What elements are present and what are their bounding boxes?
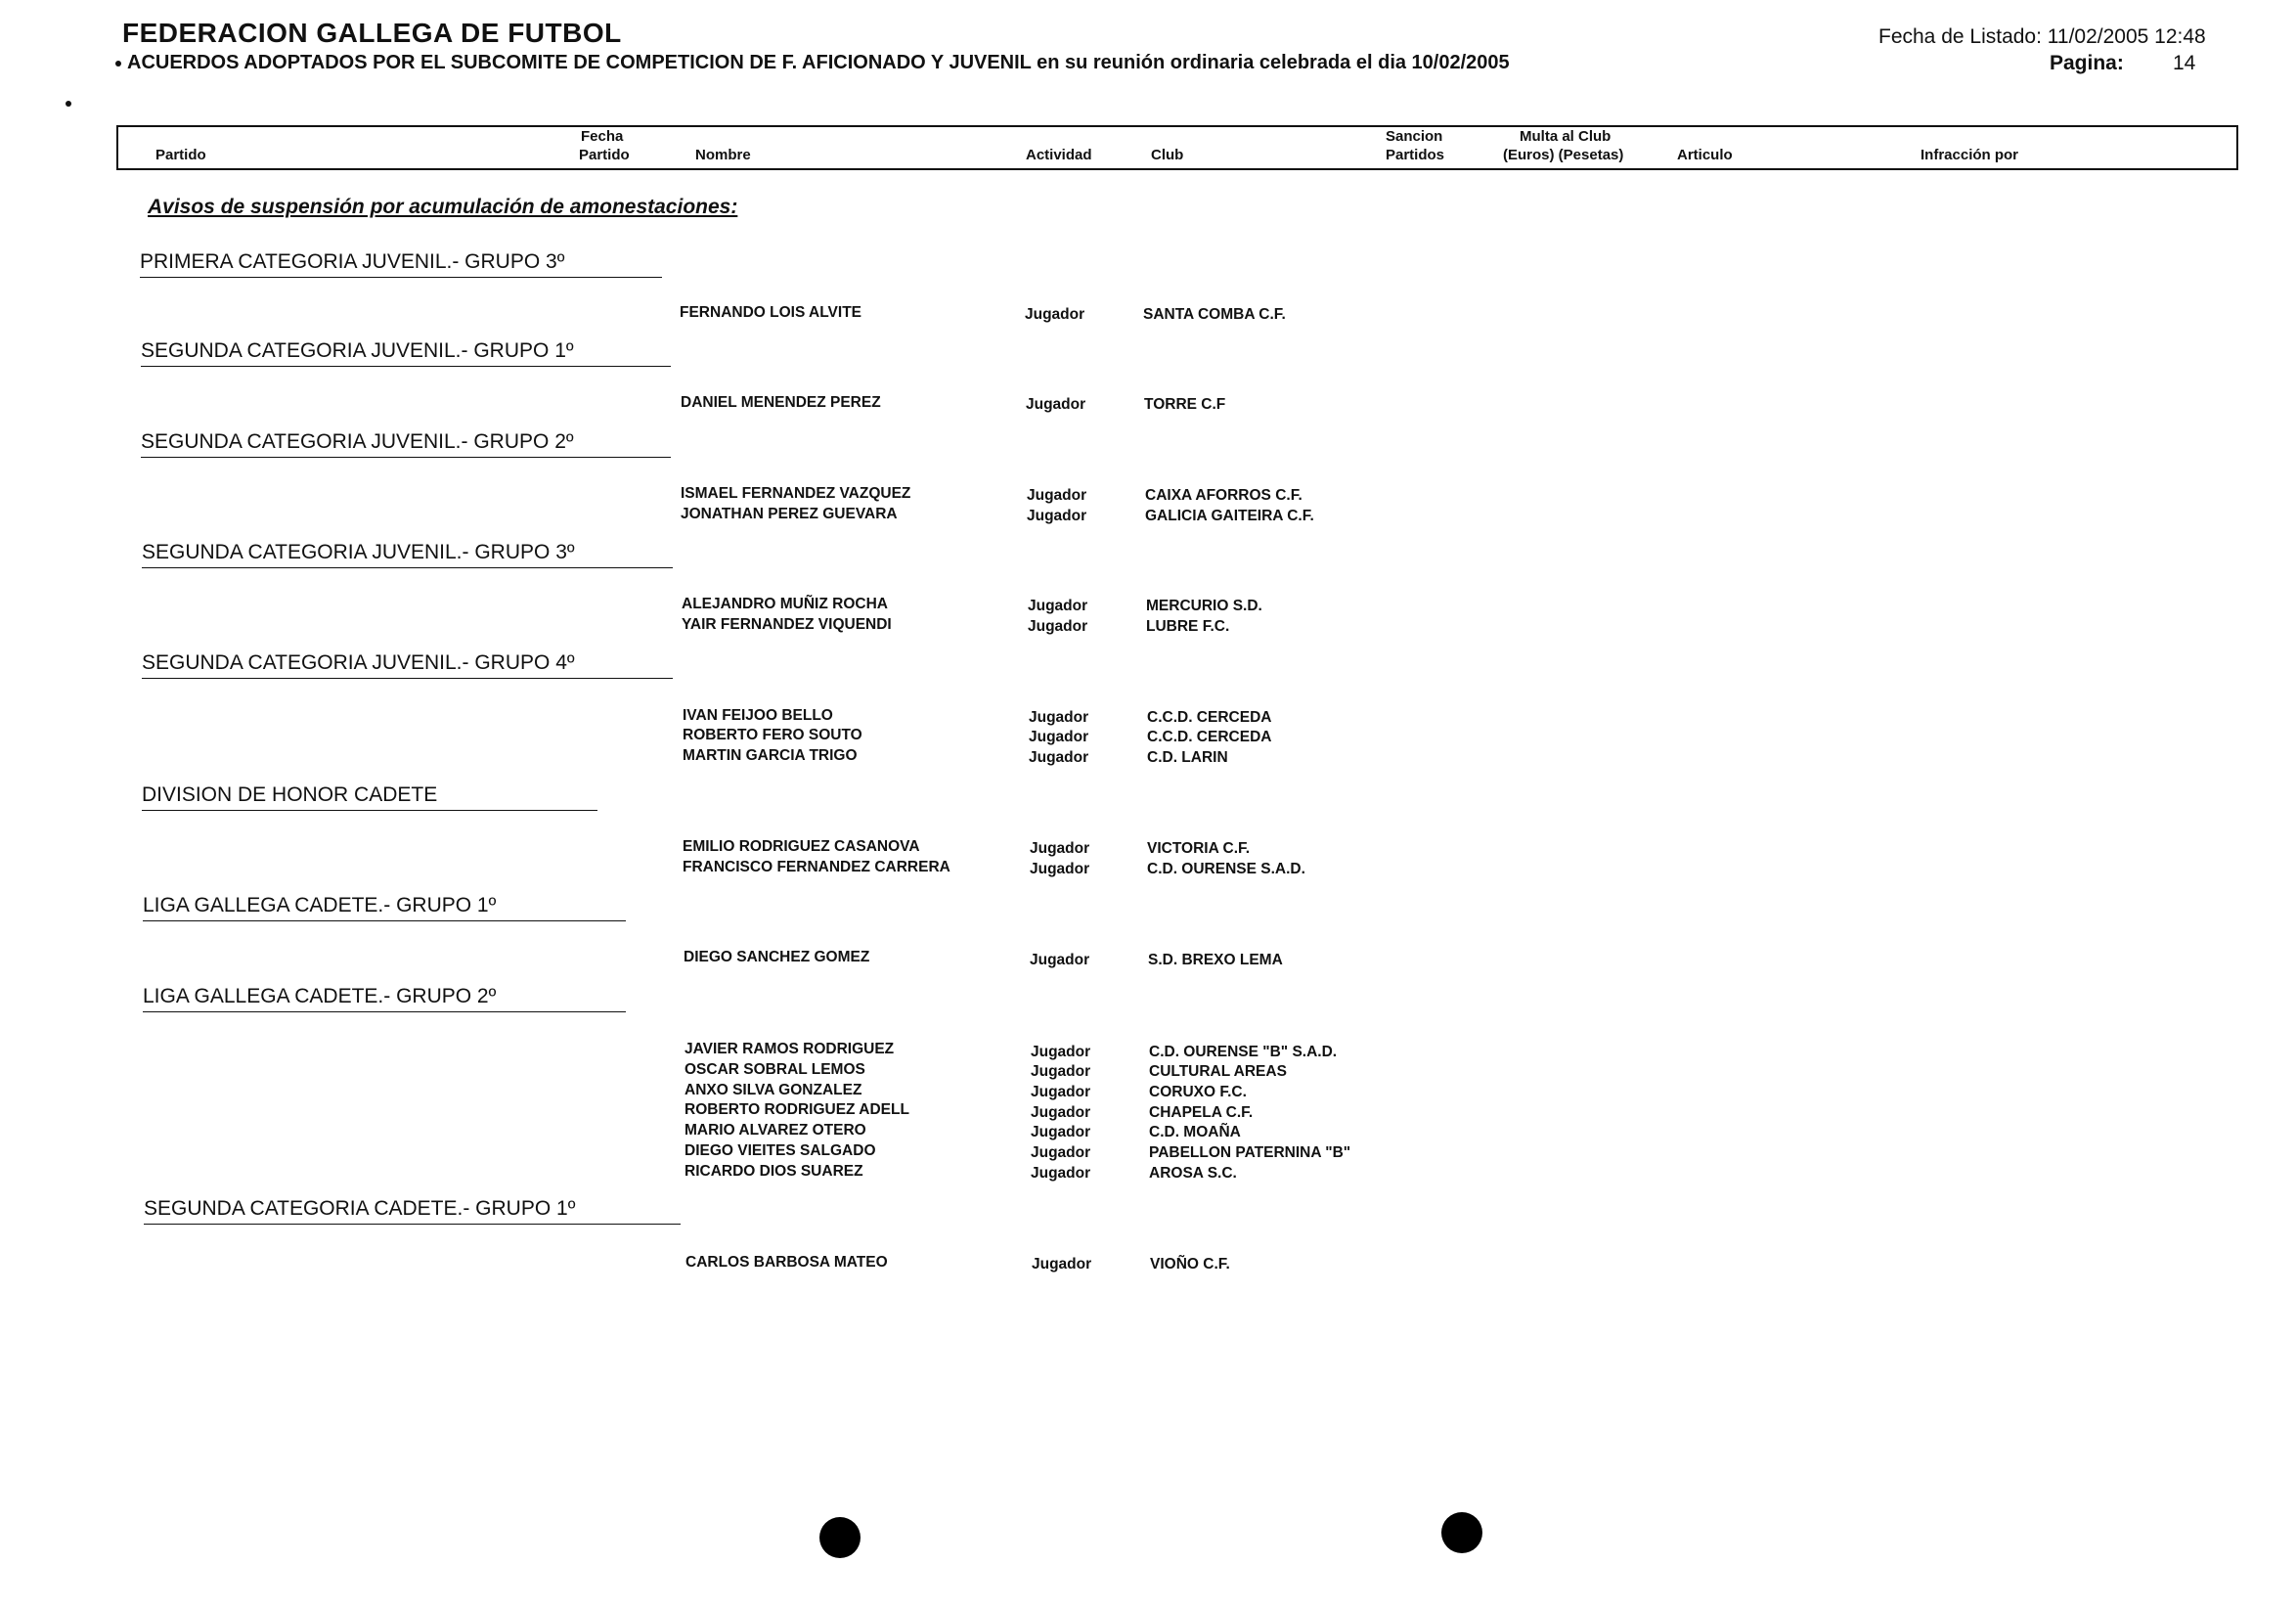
subtitle-main: ACUERDOS ADOPTADOS POR EL SUBCOMITE DE COMPETICION DE F. AFICIONADO Y JUVENIL [127,52,1032,73]
player-name: ISMAEL FERNANDEZ VAZQUEZ [681,485,911,502]
group-title: DIVISION DE HONOR CADETE [142,783,597,811]
player-club: CAIXA AFORROS C.F. [1145,487,1303,504]
player-name: RICARDO DIOS SUAREZ [684,1163,863,1180]
col-actividad: Actividad [1026,147,1092,163]
listing-date-value: 11/02/2005 12:48 [2047,25,2206,48]
player-activity: Jugador [1030,952,1090,968]
player-name: ROBERTO FERO SOUTO [683,727,862,743]
player-club: C.C.D. CERCEDA [1147,729,1272,745]
player-activity: Jugador [1031,1104,1091,1121]
player-club: C.D. LARIN [1147,749,1228,766]
player-activity: Jugador [1026,396,1086,413]
listing-date-label: Fecha de Listado: [1878,25,2042,48]
player-club: MERCURIO S.D. [1146,598,1262,614]
player-club: GALICIA GAITEIRA C.F. [1145,508,1314,524]
player-activity: Jugador [1029,709,1089,726]
player-activity: Jugador [1027,487,1087,504]
col-fecha-1: Fecha [581,128,624,145]
player-club: C.D. MOAÑA [1149,1124,1241,1140]
player-activity: Jugador [1031,1044,1091,1060]
player-name: DANIEL MENENDEZ PEREZ [681,394,881,411]
player-activity: Jugador [1029,729,1089,745]
group-title: SEGUNDA CATEGORIA JUVENIL.- GRUPO 1º [141,339,671,367]
player-name: FERNANDO LOIS ALVITE [680,304,861,321]
player-activity: Jugador [1025,306,1085,323]
group-title: SEGUNDA CATEGORIA JUVENIL.- GRUPO 4º [142,651,673,679]
player-activity: Jugador [1032,1256,1092,1273]
player-name: YAIR FERNANDEZ VIQUENDI [682,616,892,633]
group-title: SEGUNDA CATEGORIA JUVENIL.- GRUPO 2º [141,430,671,458]
document-subtitle [127,52,1510,74]
col-partido: Partido [155,147,206,163]
col-multa-1: Multa al Club [1520,128,1612,145]
player-club: AROSA S.C. [1149,1165,1237,1182]
col-sancion-1: Sancion [1386,128,1443,145]
player-name: IVAN FEIJOO BELLO [683,707,833,724]
player-activity: Jugador [1027,508,1087,524]
col-infraccion: Infracción por [1921,147,2019,163]
player-club: PABELLON PATERNINA "B" [1149,1144,1351,1161]
player-club: C.D. OURENSE "B" S.A.D. [1149,1044,1338,1060]
section-title: Avisos de suspensión por acumulación de amonestaciones: [148,196,738,218]
player-club: TORRE C.F [1144,396,1226,413]
group-title: PRIMERA CATEGORIA JUVENIL.- GRUPO 3º [140,250,662,278]
player-activity: Jugador [1028,598,1088,614]
player-activity: Jugador [1031,1084,1091,1100]
player-club: S.D. BREXO LEMA [1148,952,1283,968]
player-club: CULTURAL AREAS [1149,1063,1287,1080]
col-club: Club [1151,147,1184,163]
player-name: FRANCISCO FERNANDEZ CARRERA [683,859,950,875]
player-club: C.C.D. CERCEDA [1147,709,1272,726]
player-name: DIEGO SANCHEZ GOMEZ [684,949,870,965]
col-sancion-2: Partidos [1386,147,1445,163]
player-activity: Jugador [1031,1124,1091,1140]
punch-hole [819,1517,861,1558]
player-club: CHAPELA C.F. [1149,1104,1254,1121]
player-club: LUBRE F.C. [1146,618,1230,635]
player-club: VIOÑO C.F. [1150,1256,1230,1273]
col-nombre: Nombre [695,147,751,163]
player-activity: Jugador [1030,861,1090,877]
scan-mark-dot [66,101,71,107]
player-name: ALEJANDRO MUÑIZ ROCHA [682,596,888,612]
player-activity: Jugador [1031,1063,1091,1080]
page-number: 14 [2173,52,2196,74]
scan-mark-dot [115,61,121,67]
col-fecha-2: Partido [579,147,630,163]
col-articulo: Articulo [1677,147,1733,163]
player-activity: Jugador [1028,618,1088,635]
player-activity: Jugador [1029,749,1089,766]
column-header-bar [116,125,2238,170]
player-name: MARTIN GARCIA TRIGO [683,747,858,764]
player-name: ANXO SILVA GONZALEZ [684,1082,862,1098]
col-multa-2: (Euros) (Pesetas) [1503,147,1624,163]
player-club: C.D. OURENSE S.A.D. [1147,861,1305,877]
player-name: OSCAR SOBRAL LEMOS [684,1061,865,1078]
player-activity: Jugador [1030,840,1090,857]
group-title: SEGUNDA CATEGORIA CADETE.- GRUPO 1º [144,1197,681,1225]
listing-date [1878,25,2206,49]
document-title: FEDERACION GALLEGA DE FUTBOL [122,18,622,48]
group-title: LIGA GALLEGA CADETE.- GRUPO 1º [143,894,626,921]
player-activity: Jugador [1031,1165,1091,1182]
player-name: MARIO ALVAREZ OTERO [684,1122,866,1139]
player-name: ROBERTO RODRIGUEZ ADELL [684,1101,909,1118]
player-name: JAVIER RAMOS RODRIGUEZ [684,1041,895,1057]
group-title: SEGUNDA CATEGORIA JUVENIL.- GRUPO 3º [142,541,673,568]
page-label: Pagina: [2050,52,2124,74]
player-club: CORUXO F.C. [1149,1084,1247,1100]
player-name: JONATHAN PEREZ GUEVARA [681,506,898,522]
subtitle-meeting: en su reunión ordinaria celebrada el dia 10/02/2005 [1031,52,1510,73]
punch-hole [1441,1512,1482,1553]
player-activity: Jugador [1031,1144,1091,1161]
player-name: EMILIO RODRIGUEZ CASANOVA [683,838,920,855]
player-club: VICTORIA C.F. [1147,840,1251,857]
player-name: DIEGO VIEITES SALGADO [684,1142,876,1159]
player-club: SANTA COMBA C.F. [1143,306,1286,323]
player-name: CARLOS BARBOSA MATEO [685,1254,888,1271]
group-title: LIGA GALLEGA CADETE.- GRUPO 2º [143,985,626,1012]
